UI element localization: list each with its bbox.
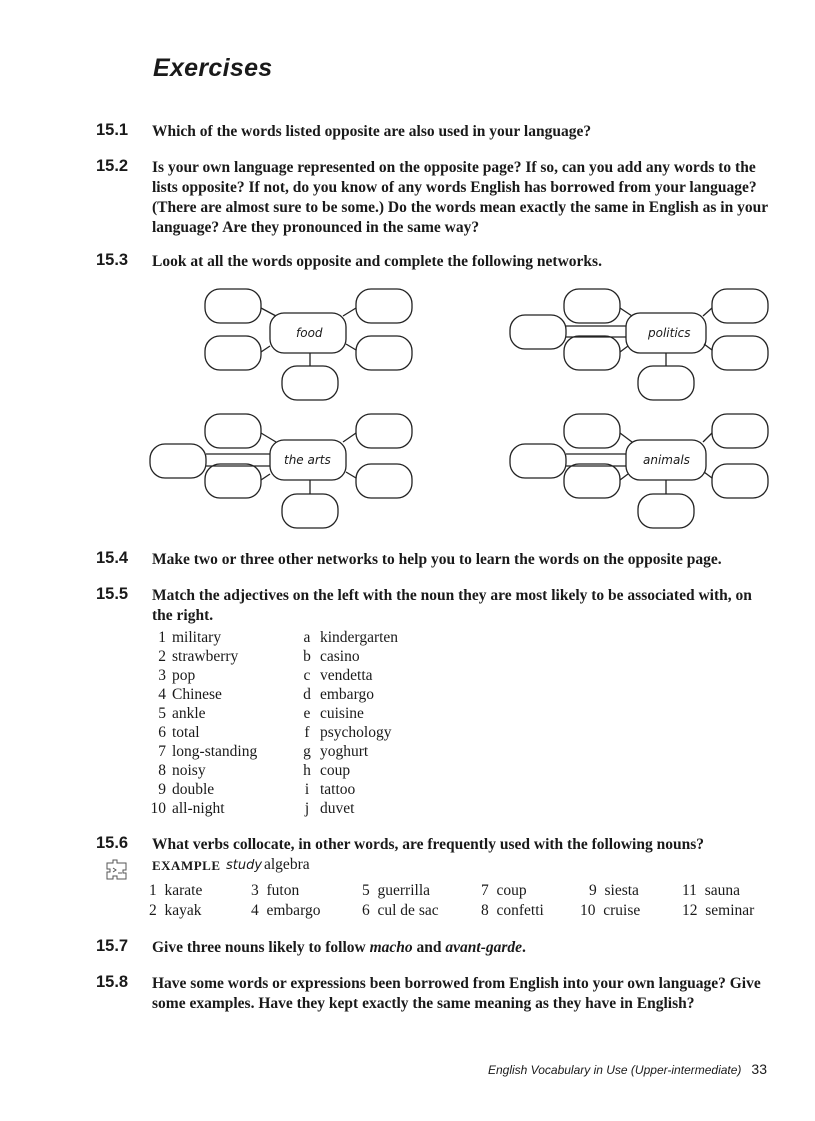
item-word: all-night bbox=[172, 800, 225, 817]
italic-word: avant-garde bbox=[445, 939, 523, 956]
list-item bbox=[362, 901, 439, 920]
page-footer bbox=[488, 1061, 767, 1077]
item-word: sauna bbox=[704, 882, 740, 899]
list-item bbox=[302, 628, 398, 647]
text-segment: Give three nouns likely to follow bbox=[152, 939, 370, 956]
list-item bbox=[481, 881, 527, 900]
item-word: duvet bbox=[320, 800, 355, 817]
item-word: coup bbox=[320, 762, 351, 779]
item-word: Chinese bbox=[172, 686, 222, 703]
list-item bbox=[142, 742, 257, 761]
list-item bbox=[302, 666, 398, 685]
item-number: 3 bbox=[158, 667, 166, 684]
politics-network bbox=[510, 289, 768, 400]
list-item bbox=[682, 881, 740, 900]
item-letter: f bbox=[304, 724, 310, 741]
item-number: 2 bbox=[158, 648, 166, 665]
item-word: total bbox=[172, 724, 200, 741]
exercise-number: 15.5 bbox=[96, 585, 129, 603]
arts-network bbox=[150, 414, 412, 528]
animals-network bbox=[510, 414, 768, 528]
example-noun: algebra bbox=[264, 856, 310, 873]
exercise-text: Look at all the words opposite and complete the following networks. bbox=[152, 253, 602, 270]
item-letter: c bbox=[303, 667, 311, 684]
item-word: long-standing bbox=[172, 743, 258, 760]
list-item bbox=[302, 780, 398, 799]
collocation-nouns bbox=[0, 881, 815, 921]
item-number: 1 bbox=[149, 882, 157, 899]
item-letter: i bbox=[304, 781, 310, 798]
list-item bbox=[302, 647, 398, 666]
item-word: psychology bbox=[320, 724, 392, 741]
list-item bbox=[142, 704, 257, 723]
book-title: English Vocabulary in Use (Upper-intermediate) bbox=[487, 1063, 742, 1077]
item-word: yoghurt bbox=[320, 743, 369, 760]
item-letter: j bbox=[304, 800, 310, 817]
item-number: 8 bbox=[481, 902, 489, 919]
item-word: cruise bbox=[603, 902, 641, 919]
list-item bbox=[302, 723, 398, 742]
list-item bbox=[589, 881, 639, 900]
list-item bbox=[481, 901, 544, 920]
item-number: 8 bbox=[158, 762, 166, 779]
list-item bbox=[149, 901, 202, 920]
network-label-food: food bbox=[296, 326, 323, 340]
exercise-text bbox=[152, 938, 772, 958]
exercise-number: 15.4 bbox=[96, 549, 129, 567]
exercise-text: Have some words or expressions been borrowed from English into your own language? Give some examples. Have they kept exactly the same meaning as they have in English? bbox=[152, 975, 761, 1012]
item-word: futon bbox=[266, 882, 300, 899]
list-item bbox=[142, 666, 257, 685]
list-item bbox=[142, 628, 257, 647]
item-number: 11 bbox=[682, 882, 697, 899]
network-label-animals: animals bbox=[643, 453, 690, 467]
list-item bbox=[302, 685, 398, 704]
exercise-text: Make two or three other networks to help you to learn the words on the opposite page. bbox=[152, 551, 722, 568]
match-left-list bbox=[142, 628, 257, 818]
text-segment: . bbox=[522, 939, 526, 956]
item-word: embargo bbox=[266, 902, 321, 919]
list-item bbox=[302, 761, 398, 780]
page-title: Exercises bbox=[153, 54, 273, 82]
item-word: coup bbox=[496, 882, 527, 899]
exercise-number: 15.6 bbox=[96, 834, 129, 852]
item-word: strawberry bbox=[172, 648, 239, 665]
item-letter: d bbox=[303, 686, 311, 703]
exercise-number: 15.7 bbox=[96, 937, 129, 955]
list-item bbox=[142, 780, 257, 799]
item-number: 4 bbox=[158, 686, 166, 703]
list-item bbox=[580, 901, 640, 920]
item-word: kayak bbox=[164, 902, 202, 919]
item-word: casino bbox=[320, 648, 360, 665]
list-item bbox=[302, 742, 398, 761]
item-number: 6 bbox=[362, 902, 370, 919]
item-number: 2 bbox=[149, 902, 157, 919]
exercise-text: Which of the words listed opposite are also used in your language? bbox=[152, 123, 592, 140]
item-word: seminar bbox=[705, 902, 755, 919]
item-number: 3 bbox=[251, 882, 259, 899]
item-number: 6 bbox=[158, 724, 166, 741]
exercise-text: Is your own language represented on the opposite page? If so, can you add any words to the lists opposite? If not, do you know of any words English has borrowed from your language? (There are almost sure to be some.) Do the words mean exactly the same in English as in your language? Are they pronounced in the same way? bbox=[152, 159, 768, 236]
match-right-list bbox=[302, 628, 398, 818]
item-number: 10 bbox=[580, 902, 596, 919]
item-number: 9 bbox=[589, 882, 597, 899]
study-tip-icon bbox=[104, 857, 130, 883]
list-item bbox=[142, 799, 257, 818]
item-number: 4 bbox=[251, 902, 259, 919]
list-item bbox=[362, 881, 430, 900]
list-item bbox=[251, 881, 299, 900]
list-item bbox=[251, 901, 320, 920]
list-item bbox=[142, 761, 257, 780]
item-word: kindergarten bbox=[320, 629, 399, 646]
network-label-arts: the arts bbox=[284, 453, 331, 467]
list-item bbox=[142, 723, 257, 742]
exercise-number: 15.1 bbox=[96, 121, 129, 139]
exercise-number: 15.8 bbox=[96, 973, 129, 991]
item-number: 12 bbox=[682, 902, 698, 919]
item-number: 10 bbox=[150, 800, 166, 817]
item-number: 5 bbox=[362, 882, 370, 899]
item-word: double bbox=[172, 781, 215, 798]
exercise-text: What verbs collocate, in other words, are frequently used with the following nouns? bbox=[152, 836, 704, 853]
item-letter: e bbox=[303, 705, 311, 722]
item-word: vendetta bbox=[320, 667, 373, 684]
item-word: cuisine bbox=[320, 705, 364, 722]
exercise-text: Match the adjectives on the left with the noun they are most likely to be associated with, on the right. bbox=[152, 587, 752, 624]
item-word: siesta bbox=[604, 882, 639, 899]
example-label: EXAMPLE bbox=[152, 858, 221, 873]
list-item bbox=[682, 901, 754, 920]
exercise-number: 15.3 bbox=[96, 251, 129, 269]
list-item bbox=[302, 704, 398, 723]
item-word: cul de sac bbox=[377, 902, 439, 919]
item-word: pop bbox=[172, 667, 196, 684]
item-word: guerrilla bbox=[377, 882, 431, 899]
item-letter: g bbox=[303, 743, 311, 760]
page-number: 33 bbox=[751, 1061, 767, 1077]
example-answer: study bbox=[226, 858, 263, 873]
list-item bbox=[142, 685, 257, 704]
item-number: 7 bbox=[158, 743, 166, 760]
item-word: tattoo bbox=[320, 781, 356, 798]
item-number: 1 bbox=[158, 629, 166, 646]
item-number: 9 bbox=[158, 781, 166, 798]
list-item bbox=[142, 647, 257, 666]
item-word: military bbox=[172, 629, 222, 646]
list-item bbox=[302, 799, 398, 818]
food-network bbox=[205, 289, 412, 400]
item-number: 5 bbox=[158, 705, 166, 722]
item-word: noisy bbox=[172, 762, 206, 779]
italic-word: macho bbox=[369, 939, 413, 956]
list-item bbox=[149, 881, 202, 900]
item-letter: a bbox=[303, 629, 311, 646]
item-word: confetti bbox=[496, 902, 544, 919]
item-word: ankle bbox=[172, 705, 206, 722]
item-letter: h bbox=[303, 762, 311, 779]
item-letter: b bbox=[303, 648, 311, 665]
network-label-politics: politics bbox=[648, 326, 691, 340]
networks-diagram bbox=[0, 280, 815, 530]
item-word: embargo bbox=[320, 686, 374, 703]
text-segment: and bbox=[412, 939, 446, 956]
item-number: 7 bbox=[481, 882, 489, 899]
item-word: karate bbox=[164, 882, 203, 899]
exercise-number: 15.2 bbox=[96, 157, 129, 175]
